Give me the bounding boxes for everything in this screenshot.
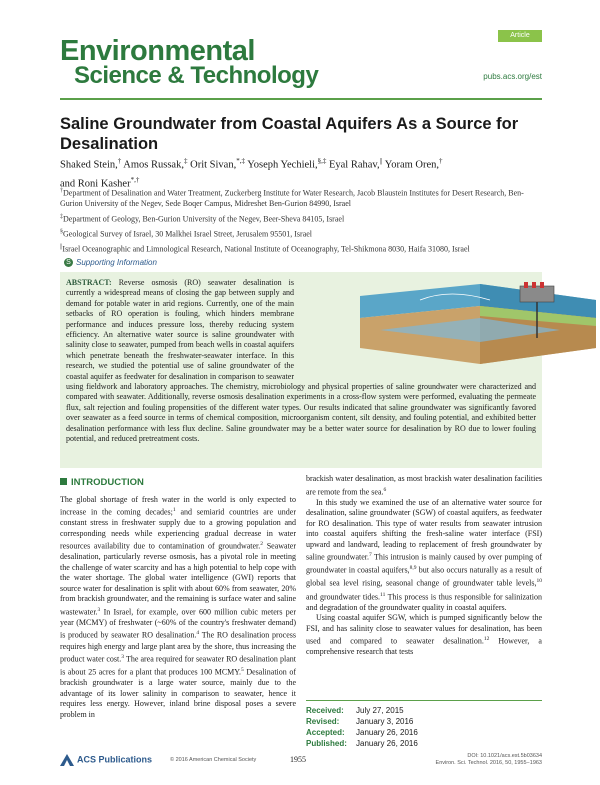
affiliation bbox=[60, 212, 542, 225]
supporting-info-link[interactable] bbox=[64, 258, 157, 267]
toc-graphic bbox=[360, 278, 596, 364]
author[interactable]: Orit Sivan, bbox=[190, 159, 237, 171]
abstract-label: ABSTRACT: bbox=[66, 278, 112, 287]
author-affil-mark: † bbox=[439, 157, 443, 165]
paragraph: The global shortage of fresh water in the world is only expected to increase in the coming decades;$^1$ and semiarid countries are under constant stress in freshwater supply due to a growing population and corresponding needs while experiencing gradual decrease in water resources availability due to contamination of groundwater.$^2$ Seawater desalination, particularly reverse osmosis, has a pivotal role in meeting the challenge of water scarcity and has a high potential to help cope with the water shortage. The global water intelligence (GWI) reports that source water for desalination is split with about 60% from seawater, 20% from brackish groundwater, and the remaining is surface water and saline wastewater.$^3$ In Israel, for example, over 600 million cubic meters per year (MCMY) of freshwater (~60% of the country's freshwater demand) is produced by seawater RO desalination.$^4$ The RO desalination process requires high energy and large plant area by the shore, thus increasing the product water cost.$^3$ The area required for seawater RO desalination plant is about 25 acres for a plant that produces 100 MCMY.$^5$ Desalination of brackish groundwater is a large water source, mainly due to the advantage of its lower salinity in comparison to seawater, hence it requires less energy. However, inland brine disposal poses a severe problem in bbox=[60, 494, 297, 719]
journal-logo[interactable] bbox=[60, 36, 350, 100]
supporting-info-icon: S bbox=[64, 258, 73, 267]
affiliation bbox=[60, 227, 542, 240]
article-type-badge: Article bbox=[498, 30, 542, 42]
author[interactable]: Shaked Stein, bbox=[60, 159, 118, 171]
affil-text: Department of Desalination and Water Treatment, Zuckerberg Institute for Water Research, Jacob Blaustein Institutes for Desert Research, Ben-Gurion University of the Negev, Sede Boqer Campus, Midreshet Ben-Gurion 84990, Israel bbox=[60, 188, 524, 209]
author[interactable]: Eyal Rahav, bbox=[328, 159, 380, 171]
header-divider bbox=[60, 98, 542, 100]
supporting-info-label: Supporting Information bbox=[76, 258, 157, 267]
publication-dates bbox=[306, 700, 542, 749]
affiliation bbox=[60, 242, 542, 255]
citation[interactable]: 4 bbox=[196, 630, 200, 637]
affil-text: Department of Geology, Ben-Gurion University of the Negev, Beer-Sheva 84105, Israel bbox=[63, 214, 345, 224]
date-label: Received: bbox=[306, 706, 344, 715]
acs-publications-logo[interactable] bbox=[60, 754, 152, 766]
date-value: January 3, 2016 bbox=[356, 717, 414, 726]
acs-logo-icon bbox=[60, 754, 74, 766]
date-label: Revised: bbox=[306, 717, 340, 726]
affiliations bbox=[60, 186, 542, 257]
page-number: 1955 bbox=[290, 755, 306, 764]
citation[interactable]: 7 bbox=[369, 552, 372, 559]
citation[interactable]: 6 bbox=[383, 486, 387, 493]
paragraph: In this study we examined the use of an alternative water source for desalination, saline groundwater (SGW) of coastal aquifers, as feedwater for RO desalination. This type of water results from seawater intrusion into coastal aquifers shifting the fresh-saline water interface (FSI) upward and landward, leading to replacement of fresh groundwater by saline groundwater.$^7$ This intrusion is mainly caused by over pumping of groundwater in coastal aquifers,$^{8,9}$ but also occurs naturally as a result of global sea level rising, seasonal change of groundwater table levels,$^{10}$ and groundwater tides.$^{11}$ This process is thus responsible for salinization and degradation of the groundwater quality in coastal aquifers. bbox=[306, 497, 543, 612]
date-row bbox=[306, 716, 542, 727]
citation[interactable]: 8,9 bbox=[409, 565, 417, 572]
abstract-body: Reverse osmosis (RO) seawater desalination is currently a widespread means of closing the gap between supply and demand for potable water in arid regions. Currently, one of the main setbacks of RO operation is fouling, which hinders membrane performance and induces pressure loss, thereby reducing system efficiency. An alternative water source is saline groundwater with salinity close to seawater, pumped from beach wells in coastal aquifers which penetrate beneath the freshwater-seawater interface. In this research, we studied the potential use of saline groundwater of the coastal aquifer as feedwater for desalination in comparison to seawater using fieldwork and laboratory approaches. The chemistry, microbiology and physical properties of saline groundwater were characterized and compared with seawater. Additionally, reverse osmosis desalination experiments in a cross-flow system were performed, evaluating the permeate flux, salt rejection and fouling propensities of the different water types. Our results indicated that saline groundwater was significantly favored over seawater as a feed source in terms of chemical composition, microorganism content, silt density, and fouling potential, and exhibited better desalination performance with less flux decline. Saline groundwater may be a better water source for desalination by RO due to lower fouling potential, and reduced pretreatment costs. bbox=[66, 278, 536, 444]
publisher-name: ACS Publications bbox=[77, 754, 153, 765]
author-affil-mark: † bbox=[117, 157, 122, 165]
page-footer bbox=[60, 752, 542, 772]
citation[interactable]: 5 bbox=[241, 667, 244, 674]
citation[interactable]: 11 bbox=[380, 591, 386, 598]
section-heading bbox=[60, 478, 296, 489]
date-label: Published: bbox=[306, 739, 347, 748]
date-row bbox=[306, 727, 542, 738]
logo-line1: Environmental bbox=[60, 35, 255, 67]
body-column-left bbox=[60, 478, 296, 720]
paragraph: Using coastal aquifer SGW, which is pumped significantly below the FSI, and has salinity close to seawater values for desalination, has been used and compared to seawater desalination.$^{12}$ However, a comprehensive research that tests bbox=[306, 613, 542, 657]
date-row bbox=[306, 738, 542, 749]
date-label: Accepted: bbox=[306, 728, 345, 737]
author[interactable]: Yoseph Yechieli, bbox=[247, 159, 318, 171]
affil-text: Geological Survey of Israel, 30 Malkhei Israel Street, Jerusalem 95501, Israel bbox=[63, 229, 313, 239]
citation[interactable]: 3 bbox=[97, 606, 101, 613]
affil-mark: § bbox=[60, 228, 63, 235]
doi: DOI: 10.1021/acs.est.5b03634 bbox=[467, 753, 542, 759]
abstract-box bbox=[60, 272, 542, 468]
author[interactable]: Amos Russak, bbox=[123, 159, 184, 171]
affiliation bbox=[60, 186, 542, 210]
date-value: January 26, 2016 bbox=[356, 728, 418, 737]
body-column-right bbox=[306, 474, 542, 658]
citation[interactable]: 12 bbox=[483, 636, 490, 643]
section-heading-label: INTRODUCTION bbox=[71, 477, 144, 488]
citation[interactable]: 10 bbox=[536, 578, 542, 585]
affil-mark: ‡ bbox=[60, 213, 63, 220]
citation[interactable]: 2 bbox=[260, 541, 264, 548]
copyright: © 2016 American Chemical Society bbox=[170, 757, 257, 763]
doi-block[interactable] bbox=[436, 753, 542, 767]
citation[interactable]: 3 bbox=[121, 654, 125, 661]
citation[interactable]: 1 bbox=[172, 507, 176, 513]
author-affil-mark: ‡ bbox=[183, 157, 188, 165]
logo-line2: Science & Technology bbox=[74, 62, 319, 89]
article-title: Saline Groundwater from Coastal Aquifers As a Source for Desalination bbox=[60, 115, 519, 153]
date-row bbox=[306, 705, 542, 716]
paragraph: brackish water desalination, as most brackish water desalination facilities are remote from the sea.$^6$ bbox=[306, 474, 542, 497]
affil-text: Israel Oceanographic and Limnological Research, National Institute of Oceanography, Tel-Shikmona 8030, Haifa 31080, Israel bbox=[62, 244, 470, 254]
journal-header bbox=[60, 30, 542, 108]
affil-mark: † bbox=[60, 188, 63, 194]
journal-url-link[interactable]: pubs.acs.org/est bbox=[483, 72, 542, 81]
section-bullet-icon bbox=[60, 478, 67, 485]
author-affil-mark: §,‡ bbox=[317, 157, 327, 165]
author[interactable]: Yoram Oren, bbox=[384, 159, 440, 171]
affil-mark: || bbox=[60, 243, 63, 250]
author-affil-mark: *,† bbox=[130, 175, 140, 184]
author[interactable]: and Roni Kasher bbox=[60, 178, 131, 189]
date-value: July 27, 2015 bbox=[356, 706, 404, 715]
author-affil-mark: *,‡ bbox=[236, 157, 245, 165]
date-value: January 26, 2016 bbox=[356, 739, 418, 748]
author-affil-mark: || bbox=[379, 157, 383, 165]
citation-line: Environ. Sci. Technol. 2016, 50, 1955−1963 bbox=[435, 760, 542, 766]
